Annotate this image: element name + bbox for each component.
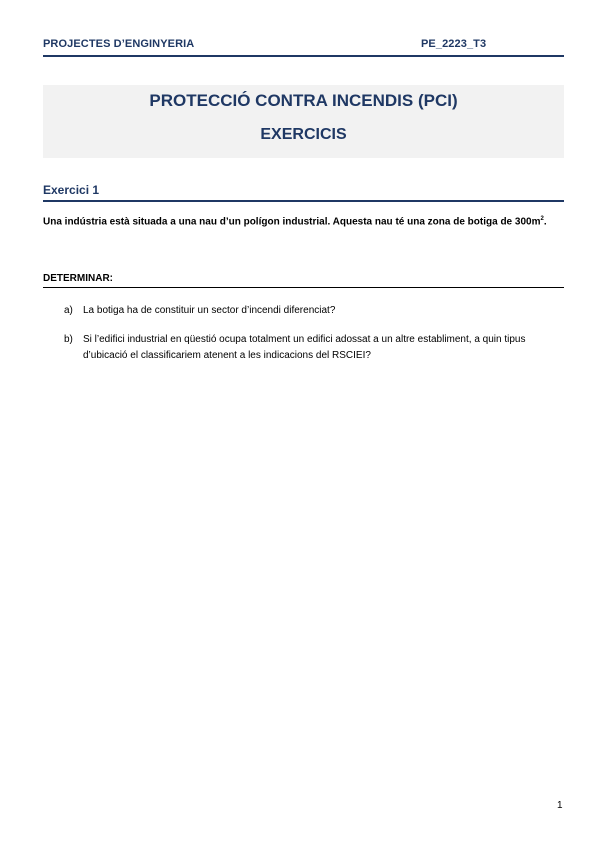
- question-a: [64, 303, 554, 319]
- statement-superscript: 2: [540, 216, 544, 222]
- page-number: 1: [557, 800, 563, 811]
- statement-end: .: [543, 216, 547, 228]
- document-subtitle: EXERCICIS: [260, 126, 347, 143]
- question-text: Si l’edifici industrial en qüestió ocupa totalment un edifici adossat a un altre establiment, a quin tipus d’ubicació el classificariem atenent a les indicacions del RSCIEI?: [83, 334, 526, 361]
- question-text: La botiga ha de constituir un sector d’incendi diferenciat?: [83, 305, 336, 316]
- exercise-statement: [43, 211, 564, 230]
- document-code: PE_2223_T3: [421, 38, 487, 50]
- determinar-heading: [43, 273, 564, 288]
- question-letter: b): [64, 334, 73, 345]
- exercise-title: Exercici 1: [43, 183, 100, 197]
- course-name: PROJECTES D’ENGINYERIA: [43, 38, 195, 50]
- document-title: PROTECCIÓ CONTRA INCENDIS (PCI): [149, 91, 458, 110]
- statement-text: Una indústria està situada a una nau d’un polígon industrial. Aquesta nau té una zona de botiga de 300m: [43, 216, 541, 228]
- determinar-label: DETERMINAR:: [43, 273, 113, 284]
- page-header: [43, 38, 564, 57]
- title-box: [43, 85, 564, 158]
- question-b: [64, 332, 554, 364]
- exercise-heading: [43, 182, 564, 202]
- question-letter: a): [64, 305, 73, 316]
